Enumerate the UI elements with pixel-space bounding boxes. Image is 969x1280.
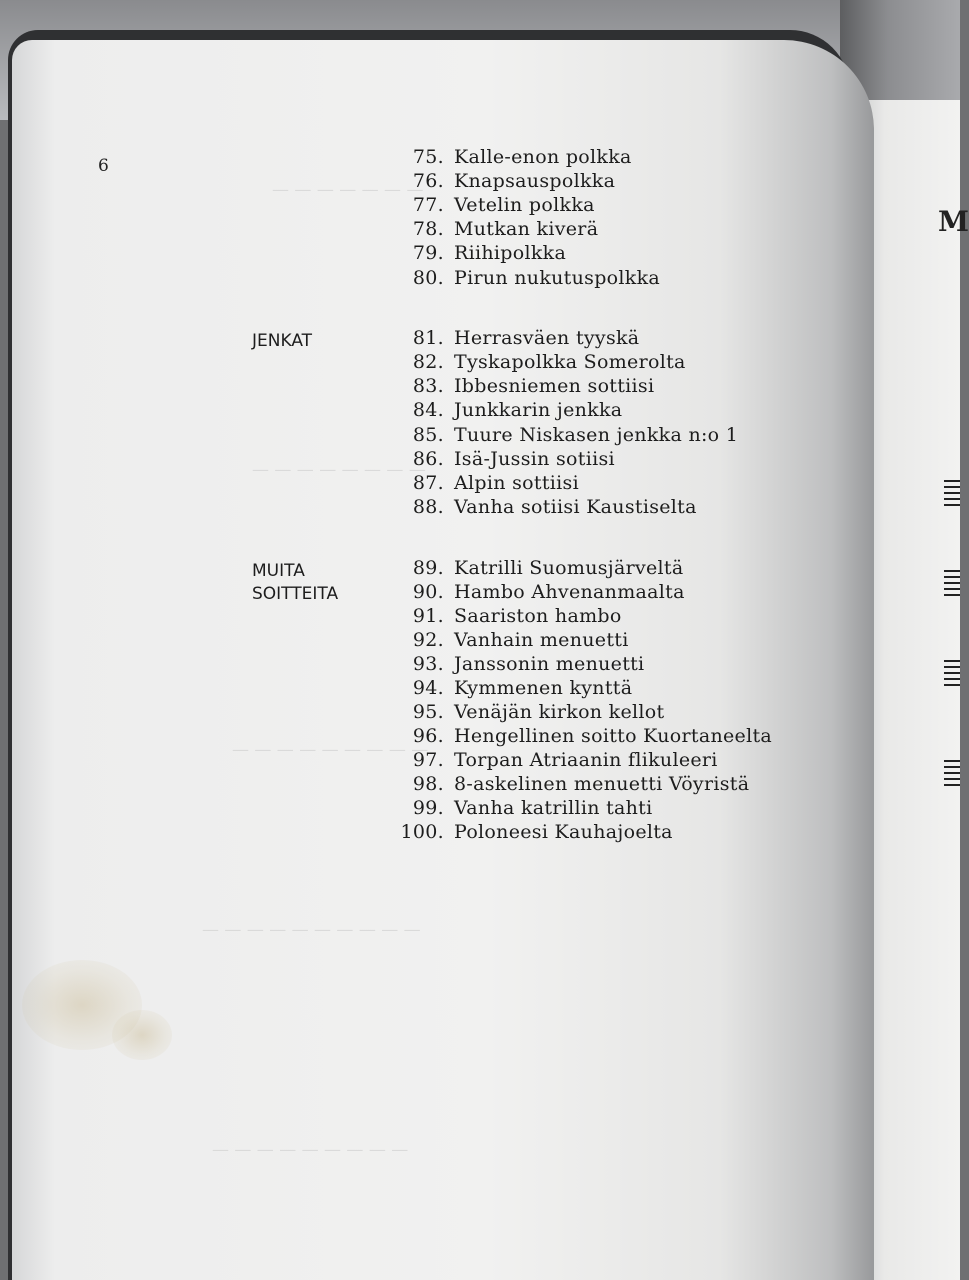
list-item: 82. Tyskapolkka Somerolta [412,351,686,373]
page-number: 6 [98,156,109,176]
show-through-text: — — — — — — — [272,180,424,200]
list-item: 94. Kymmenen kynttä [412,677,633,699]
list-item: 88. Vanha sotiisi Kaustiselta [412,496,697,518]
show-through-text: — — — — — — — — — [232,740,429,760]
list-item: 98. 8-askelinen menuetti Vöyristä [412,773,750,795]
list-item: 75. Kalle-enon polkka [412,146,632,168]
list-item: 92. Vanhain menuetti [412,629,629,651]
list-item: 90. Hambo Ahvenanmaalta [412,581,685,603]
list-item: 84. Junkkarin jenkka [412,399,623,421]
list-item: 85. Tuure Niskasen jenkka n:o 1 [412,424,739,446]
show-through-text: — — — — — — — — — [212,1140,409,1160]
list-item: 93. Janssonin menuetti [412,653,645,675]
list-item: 86. Isä-Jussin sotiisi [412,448,615,470]
show-through-text: — — — — — — — — [252,460,426,480]
list-item: 79. Riihipolkka [412,242,567,264]
list-item: 96. Hengellinen soitto Kuortaneelta [412,725,773,747]
list-item: 89. Katrilli Suomusjärveltä [412,557,684,579]
list-item: 87. Alpin sottiisi [412,472,579,494]
music-staff-fragment [944,570,960,596]
table-of-contents [12,40,886,1280]
music-staff-fragment [944,660,960,686]
facing-page-letter: M [938,205,969,238]
list-item: 83. Ibbesniemen sottiisi [412,375,655,397]
list-item: 76. Knapsauspolkka [412,170,616,192]
list-item: 95. Venäjän kirkon kellot [412,701,665,723]
section-label-jenkat: JENKAT [252,331,313,351]
list-item: 97. Torpan Atriaanin flikuleeri [412,749,718,771]
book-page [12,40,874,1280]
section-label-muita-soitteita: MUITA SOITTEITA [252,561,339,604]
list-item: 77. Vetelin polkka [412,194,595,216]
list-item: 80. Pirun nukutuspolkka [412,267,661,289]
show-through-text: — — — — — — — — — — [202,920,421,940]
list-item: 78. Mutkan kiverä [412,218,599,240]
list-item: 99. Vanha katrillin tahti [412,797,653,819]
list-item: 100. Poloneesi Kauhajoelta [400,821,673,843]
music-staff-fragment [944,480,960,506]
list-item: 81. Herrasväen tyyskä [412,327,640,349]
music-staff-fragment [944,760,960,786]
list-item: 91. Saariston hambo [412,605,622,627]
